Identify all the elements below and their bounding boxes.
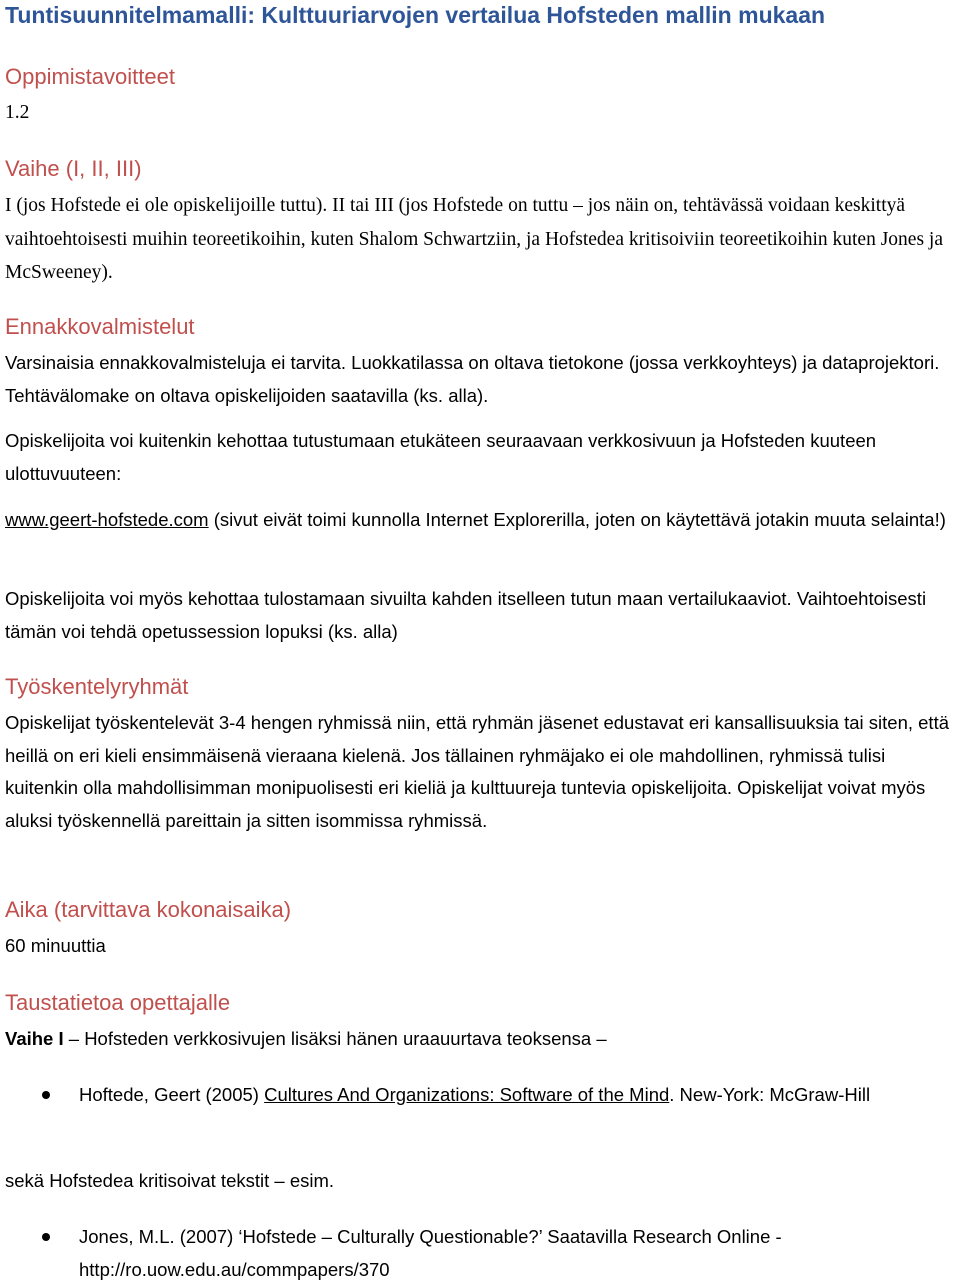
bullet-text — [79, 1078, 959, 1111]
prerequisites-paragraph-1: Varsinaisia ennakkovalmisteluja ei tarvita. Luokkatilassa on oltava tietokone (jossa verkkoyhteys) ja dataprojektori. Tehtävälomake on oltava opiskelijoiden saatavilla (ks. alla). — [5, 352, 940, 406]
prerequisites-link-paragraph — [5, 504, 957, 537]
bullet-icon — [42, 1091, 50, 1099]
book-title-link[interactable]: Cultures And Organizations: Software of the Mind — [264, 1084, 670, 1105]
background-middle-text: sekä Hofstedea kritisoivat tekstit – esim. — [5, 1170, 335, 1191]
time-text: 60 minuuttia — [5, 935, 106, 956]
book-publisher: . New-York: McGraw-Hill — [669, 1084, 871, 1105]
prerequisites-paragraph-2: Opiskelijoita voi kuitenkin kehottaa tutustumaan etukäteen seuraavaan verkkosivuun ja Hofsteden kuuteen ulottuvuuteen: — [5, 430, 877, 484]
heading-time: Aika (tarvittava kokonaisaika) — [5, 897, 292, 922]
bullet-icon — [42, 1233, 50, 1241]
background-intro — [5, 1023, 957, 1056]
heading-background: Taustatietoa opettajalle — [5, 990, 231, 1015]
bullet-text: Jones, M.L. (2007) ‘Hofstede – Culturally Questionable?’ Saatavilla Research Online - http://ro.uow.edu.au/commpapers/370 — [79, 1226, 782, 1280]
phase-text: I (jos Hofstede ei ole opiskelijoille tuttu). II tai III (jos Hofstede on tuttu – jos näin on, tehtävässä voidaan keskittyä vaihtoehtoisesti muihin teoreetikoihin, kuten Shalom Schwartziin, ja Hofstedea kritisoiviin teoreetikoihin kuten Jones ja McSweeney). — [5, 195, 943, 283]
phase-label: Vaihe I — [5, 1028, 64, 1049]
heading-groups: Työskentelyryhmät — [5, 674, 189, 699]
objectives-text: 1.2 — [5, 102, 30, 123]
prerequisites-paragraph-3: Opiskelijoita voi myös kehottaa tulostamaan sivuilta kahden itselleen tutun maan vertailukaaviot. Vaihtoehtoisesti tämän voi tehdä opetussession lopuksi (ks. alla) — [5, 588, 927, 642]
groups-text: Opiskelijat työskentelevät 3-4 hengen ryhmissä niin, että ryhmän jäsenet edustavat eri kansallisuuksia tai siten, että heillä on eri kieli ensimmäisenä vieraana kielenä. Jos tällainen ryhmäjako ei ole mahdollinen, ryhmissä tulisi kuitenkin olla mahdollisimman monipuolisesti eri kieliä ja kulttuureja tuntevia opiskelijoita. Opiskelijat voivat myös aluksi työskennellä pareittain ja sitten isommissa ryhmissä. — [5, 712, 949, 831]
background-intro-text: – Hofsteden verkkosivujen lisäksi hänen uraauurtava teoksensa – — [63, 1028, 607, 1049]
book-author: Hoftede, Geert (2005) — [79, 1084, 265, 1105]
heading-prerequisites: Ennakkovalmistelut — [5, 314, 195, 339]
heading-objectives: Oppimistavoitteet — [5, 64, 175, 89]
hofstede-website-link[interactable]: www.geert-hofstede.com — [5, 509, 209, 530]
document-title: Tuntisuunnitelmamalli: Kulttuuriarvojen vertailua Hofsteden mallin mukaan — [5, 2, 826, 28]
heading-phase: Vaihe (I, II, III) — [5, 156, 142, 181]
link-note: (sivut eivät toimi kunnolla Internet Explorerilla, joten on käytettävä jotakin muuta selainta!) — [208, 509, 946, 530]
